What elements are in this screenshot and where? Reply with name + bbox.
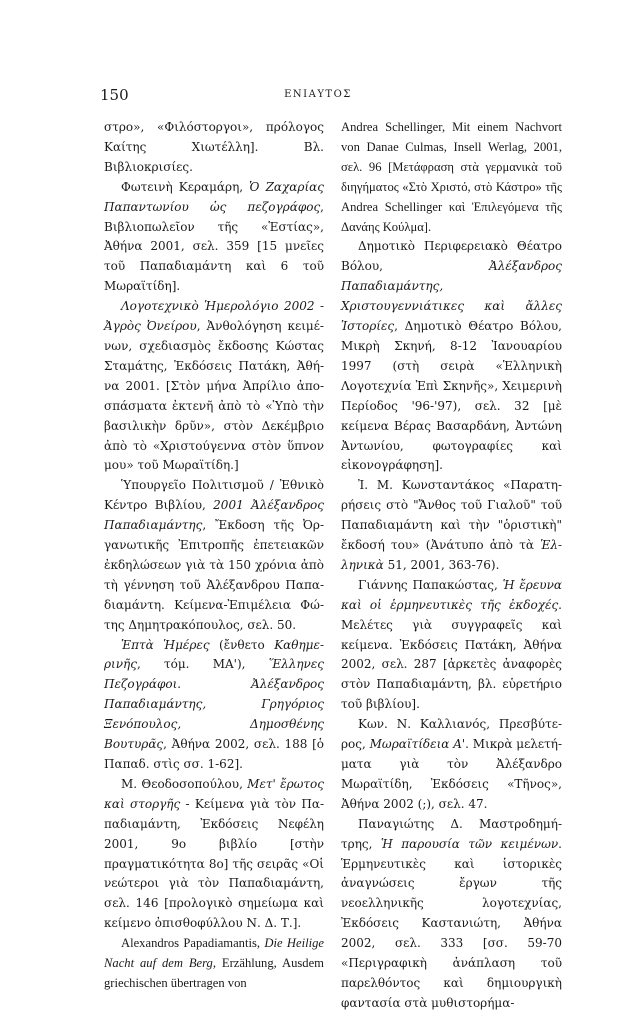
entry-title-italic: Ἑλληνικὰ — [341, 538, 562, 572]
entry-text: , Erzählung, Ausdem griechischen übertragen von — [104, 956, 324, 990]
entry-text: , Ἔκδοση τῆς Ὀργανωτικῆς Ἐπιτροπῆς ἐπετειακῶν ἐκδηλώσεων γιὰ τὰ 150 χρόνια ἀπὸ τὴ γέννηση τοῦ Ἀλέξανδρου Παπαδιαμάντη. Κείμενα-Ἐπιμέλεια Φώτης Δημητρακόπουλος, σελ. 50. — [104, 518, 324, 632]
entry-text: Κων. Ν. Καλλιανός, Πρεσβύτερος, — [341, 717, 562, 752]
entry-text: , Δημοτικὸ Θέατρο Βόλου, Μικρὴ Σκηνή, 8-12 Ἰανουαρίου 1997 (στὴ σειρὰ «Ἑλληνικὴ Λογοτεχνία Ἐπὶ Σκηνῆς», Χειμερινὴ Περίοδος '96-'97), σελ. 32 [μὲ κείμενα Βέρας Βασαρδάνη, Ἀντώνη Ἀντωνίου, φωτογραφίες καὶ εἰκονογράφηση]. — [341, 319, 562, 473]
bibliography-entry — [104, 636, 324, 775]
entry-text: . Μελέτες γιὰ συγγραφεῖς καὶ κείμενα. Ἐκδόσεις Πατάκη, Ἀθήνα 2002, σελ. 287 [ἀρκετὲς ἀναφορὲς στὸν Παπαδιαμάντη, βλ. εὑρετήριο τοῦ βιβλίου]. — [341, 597, 562, 712]
entry-text: Ἰ. Μ. Κωνσταντάκος «Παρατηρήσεις στὸ "Ἄνθος τοῦ Γιαλοῦ" τοῦ Παπαδιαμάντη καὶ τὴν "ὁριστικὴ" ἔκδοσή του» (Ἀνάτυπο ἀπὸ τὰ — [341, 478, 562, 553]
page-header — [100, 86, 536, 106]
entry-title-italic: Καθημερινῆς — [104, 637, 324, 672]
entry-text: Alexandros Papadiamantis, — [121, 936, 265, 951]
page-number: 150 — [100, 86, 129, 104]
bibliography-entry — [104, 118, 324, 178]
entry-text: Andrea Schellinger, Mit einem Nachvort von Danae Culmas, Insell Werlag, 2001, — [341, 120, 562, 154]
bibliography-entry — [341, 815, 562, 1014]
bibliography-entry — [104, 178, 324, 297]
entry-text: , Βιβλιοπωλεῖον τῆς «Ἑστίας», Ἀθήνα 2001, σελ. 359 [15 μνεῖες τοῦ Παπαδιαμάντη καὶ 6 τοῦ Μωραϊτίδη]. — [104, 199, 324, 294]
entry-title-italic: Λογοτεχνικὸ Ἡμερολόγιο 2002 - Ἀγρὸς Ὀνείρου — [104, 299, 324, 334]
entry-title-italic: Μετ' ἔρωτος καὶ στοργῆς — [104, 776, 324, 811]
entry-text: . Μικρὰ μελετήματα γιὰ τὸν Ἀλέξανδρο Μωραϊτίδη, Ἐκδόσεις «Τῆνος», Ἀθήνα 2002 (;), σελ. 47. — [341, 737, 562, 811]
entry-text: (ἔνθετο — [209, 637, 275, 652]
entry-text: 51, 2001, 363-76). — [383, 557, 500, 572]
entry-text: Ὑπουργεῖο Πολιτισμοῦ / Ἐθνικὸ Κέντρο Βιβλίου, — [104, 478, 324, 513]
left-column — [104, 118, 324, 994]
bibliography-entry — [341, 476, 562, 576]
entry-title-italic: Μωραϊτίδεια Α' — [369, 737, 466, 752]
entry-text: Δημοτικὸ Περιφερειακὸ Θέατρο Βόλου, — [341, 239, 562, 274]
bibliography-entry — [341, 118, 562, 237]
bibliography-entry — [104, 775, 324, 934]
entry-title-italic: Ἕλληνες Πεζογράφοι. Ἀλέξανδρος Παπαδιαμάντης, Γρηγόριος Ξενόπουλος, Δημοσθένης Βουτυρᾶς — [104, 657, 324, 752]
bibliography-entry — [341, 237, 562, 476]
entry-text: σελ. 96 [Μετάφραση στὰ γερμανικὰ τοῦ διηγήματος «Στὸ Χριστό, στὸ Κάστρο» τῆς Andrea Schellinger καὶ Ἐπιλεγόμενα τῆς Δανάης Κούλμα]. — [341, 159, 562, 234]
entry-text: , Ἀνθολόγηση κειμένων, σχεδιασμὸς ἔκδοσης Κώστας Σταμάτης, Ἐκδόσεις Πατάκη, Ἀθήνα 2001. [Στὸν μήνα Ἀπρίλιο ἀποσπάσματα ἐκτενῆ ἀπὸ τὸ «Ὑπὸ τὴν βασιλικὴν δρῦν», στὸν Δεκέμβριο ἀπὸ τὸ «Χριστούγεννα στὸν ὕπνον μου» τοῦ Μωραϊτίδη.] — [104, 319, 324, 473]
bibliography-entry — [104, 476, 324, 635]
entry-title-italic: Ἡ ἔρευνα καὶ οἱ ἑρμηνευτικὲς τῆς ἐκδοχές — [341, 577, 562, 612]
entry-title-italic: Die Heilige Nacht auf dem Berg — [104, 936, 324, 971]
bibliography-entry — [104, 297, 324, 476]
entry-text: , Ἀθήνα 2002, σελ. 188 [ὁ Παπαδ. στὶς σσ. 1-62]. — [104, 737, 324, 771]
entry-title-italic: Ἀλέξανδρος Παπαδιαμάντης, Χριστουγεννιάτικες καὶ ἄλλες Ἱστορίες — [341, 259, 562, 334]
entry-text: στρο», «Φιλόστοργοι», πρόλογος Καίτης Χιωτέλλη]. Βλ. Βιβλιοκρισίες. — [104, 120, 324, 174]
entry-title-italic: Ἑπτὰ Ἡμέρες — [121, 637, 210, 652]
entry-text: , τόμ. ΜΑ'), — [136, 657, 269, 672]
bibliography-entry — [341, 576, 562, 715]
right-column — [341, 118, 562, 1014]
running-head: ΕΝΙΑΥΤΟΣ — [284, 89, 352, 100]
bibliography-entry — [341, 715, 562, 815]
bibliography-entry — [104, 934, 324, 994]
entry-text: Γιάννης Παπακώστας, — [358, 577, 503, 592]
entry-text: . Ἑρμηνευτικὲς καὶ ἱστορικὲς ἀναγνώσεις ἔργων τῆς νεοελληνικῆς λογοτεχνίας, Ἐκδόσεις Καστανιώτη, Ἀθήνα 2002, σελ. 333 [σσ. 59-70 «Περιγραφικὴ ἀνάπλαση τοῦ παρελθόντος καὶ δημιουργικὴ φαντασία στὰ μυθιστορήμα- — [341, 836, 562, 1010]
entry-title-italic: Ἡ παρουσία τῶν κειμένων — [380, 836, 559, 851]
entry-text: - Κείμενα γιὰ τὸν Παπαδιαμάντη, Ἐκδόσεις Νεφέλη 2001, 9ο βιβλίο [στὴν πραγματικότητα 8ο] τῆς σειρᾶς «Οἱ νεώτεροι γιὰ τὸν Παπαδιαμάντη, σελ. 146 [προλογικὸ σημείωμα καὶ κείμενο ὀπισθοφύλλου Ν. Δ. Τ.]. — [104, 796, 324, 931]
entry-text: Μ. Θεοδοσοπούλου, — [121, 776, 248, 791]
entry-title-italic: Ὁ Ζαχαρίας Παπαντωνίου ὡς πεζογράφος — [104, 179, 324, 214]
entry-title-italic: 2001 Ἀλέξανδρος Παπαδιαμάντης — [104, 498, 324, 533]
entry-text: Φωτεινὴ Κεραμάρη, — [121, 179, 250, 194]
entry-text: Παναγιώτης Δ. Μαστροδημήτρης, — [341, 816, 562, 851]
